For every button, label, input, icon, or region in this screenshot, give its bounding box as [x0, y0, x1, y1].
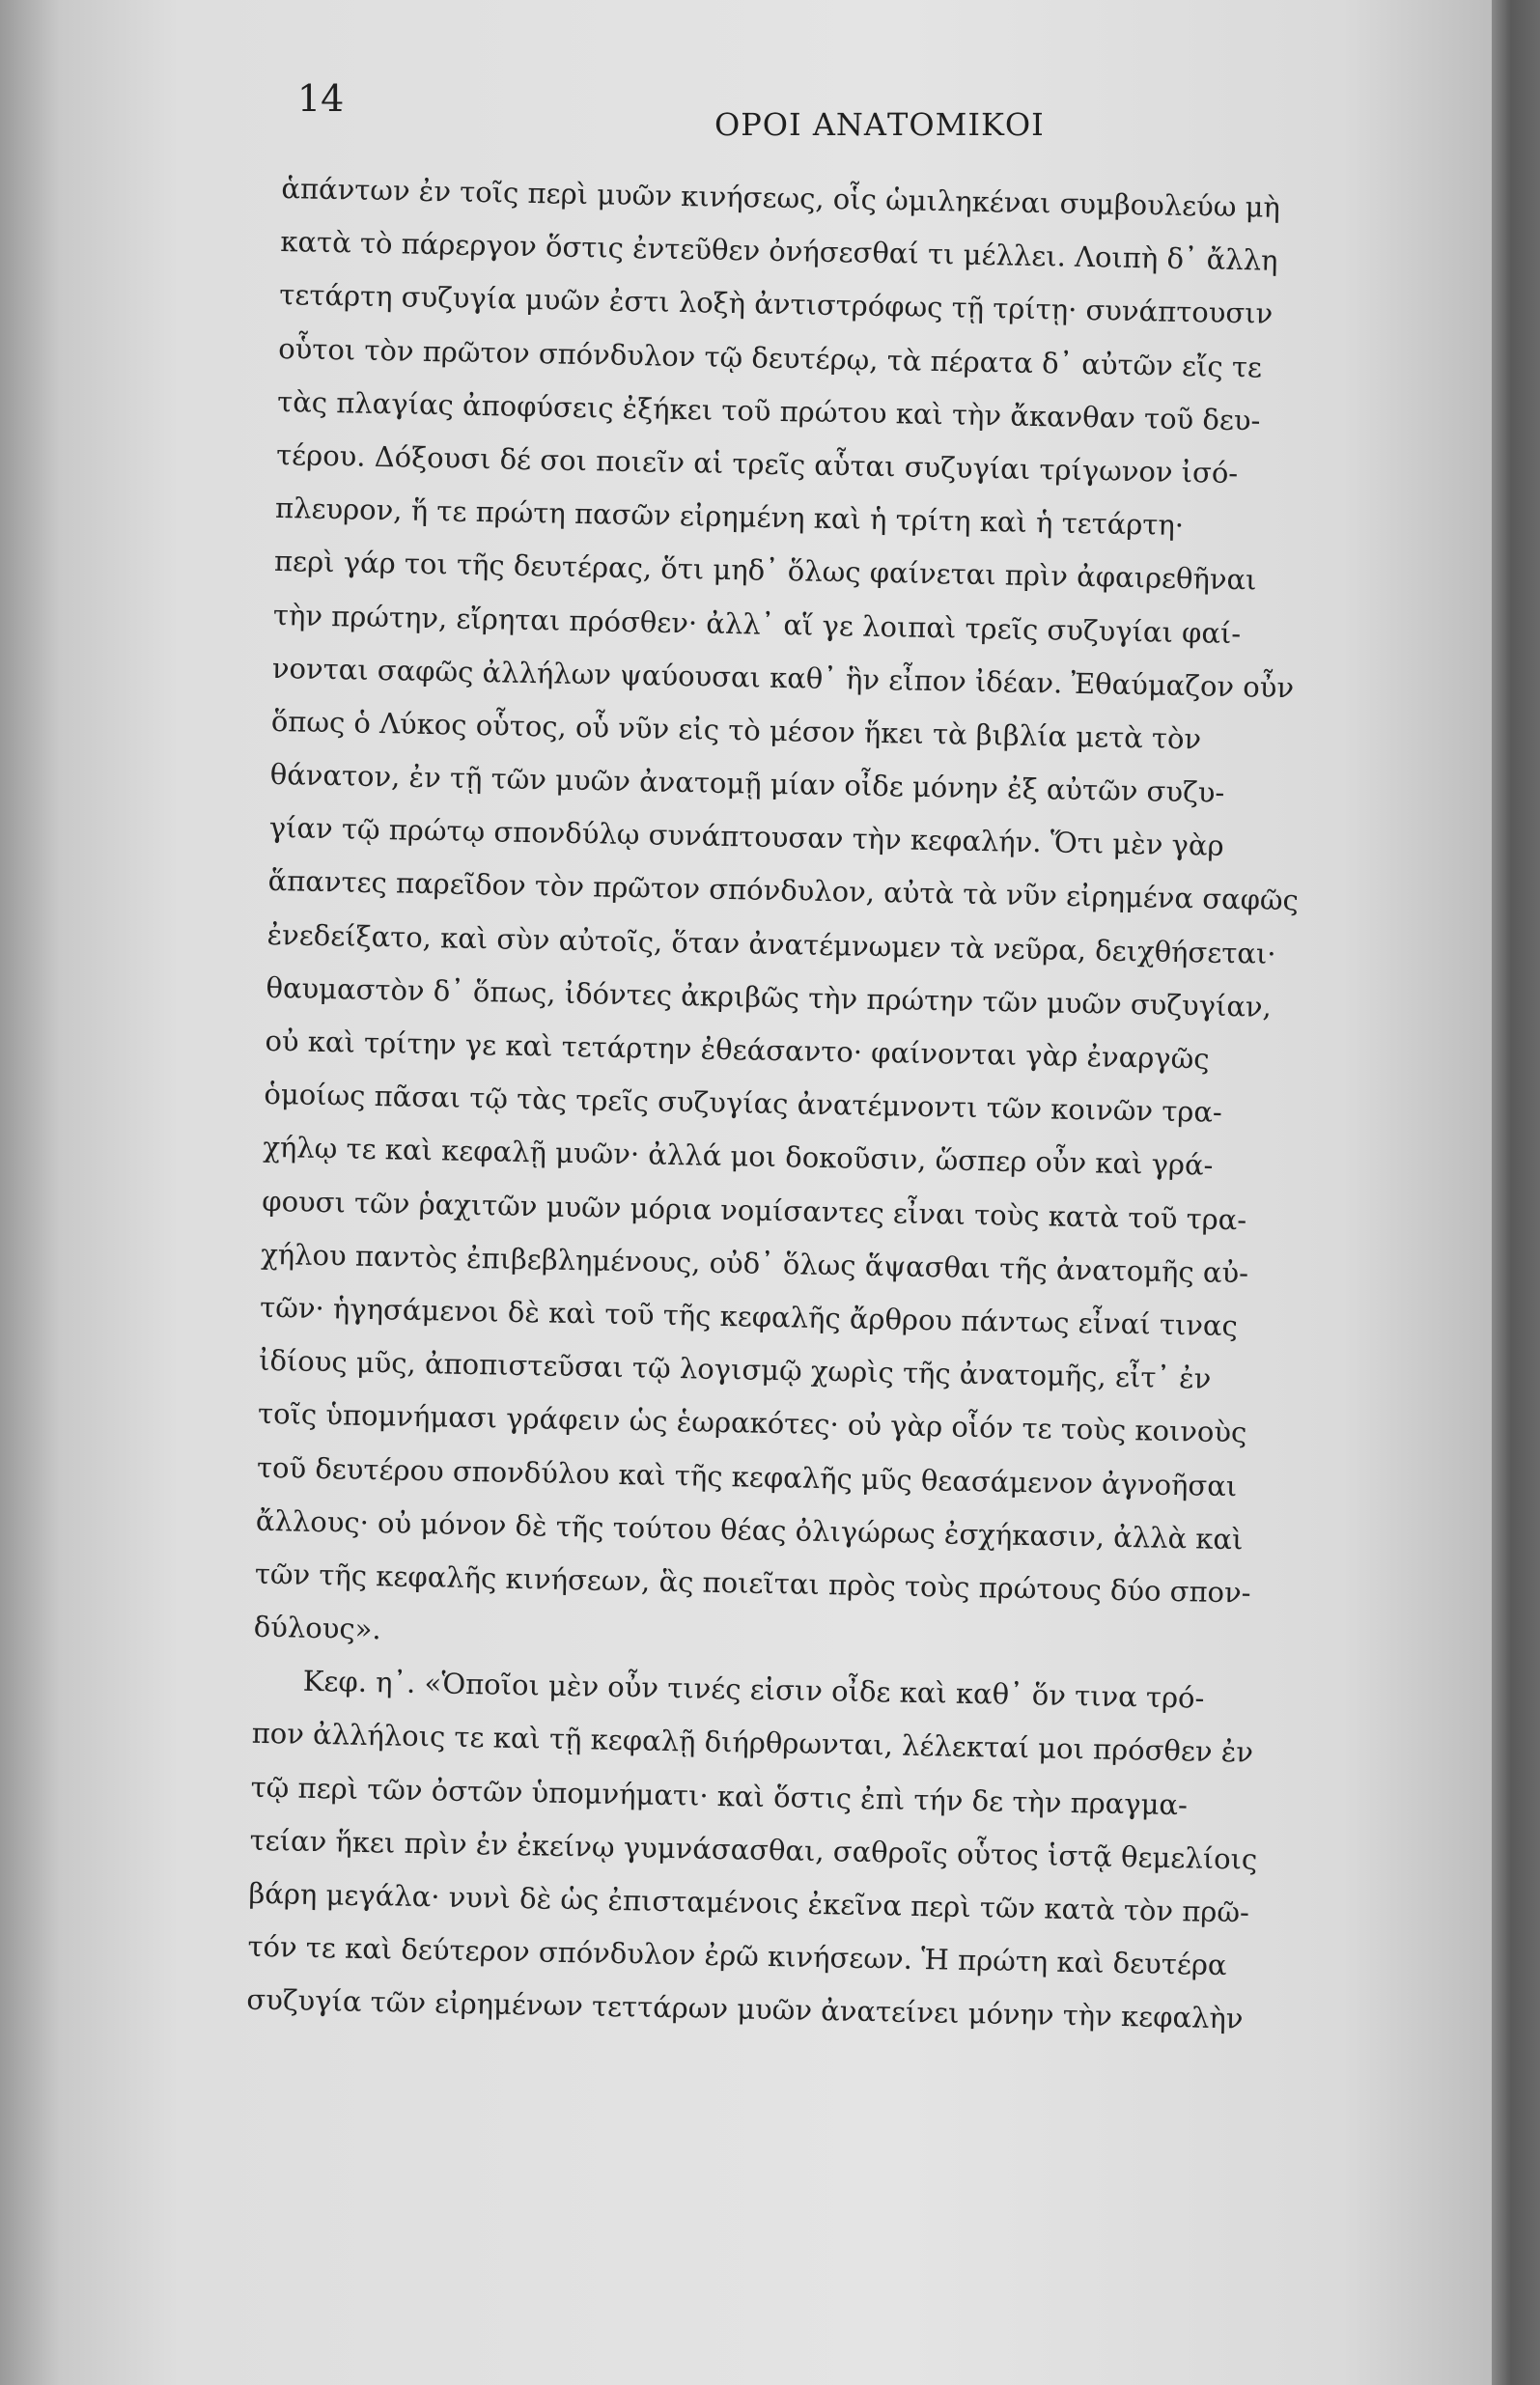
text-line: χήλῳ τε καὶ κεφαλῇ μυῶν· ἀλλά μοι δοκοῦσιν, ὥσπερ οὖν καὶ γρά-	[263, 1131, 1214, 1183]
text-line: ἁπάντων ἐν τοῖς περὶ μυῶν κινήσεως, οἷς ὡμιληκέναι συμβουλεύω μὴ	[281, 171, 1281, 224]
text-line: τετάρτη συζυγία μυῶν ἐστι λοξὴ ἀντιστρόφως τῇ τρίτῃ· συνάπτουσιν	[279, 278, 1274, 331]
text-line: θαυμαστὸν δ᾽ ὅπως, ἰδόντες ἀκριβῶς τὴν πρώτην τῶν μυῶν συζυγίαν,	[266, 970, 1273, 1024]
text-line: θάνατον, ἐν τῇ τῶν μυῶν ἀνατομῇ μίαν οἶδε μόνην ἐξ αὐτῶν συζυ-	[269, 757, 1225, 809]
text-line: τῶν τῆς κεφαλῆς κινήσεων, ἃς ποιεῖται πρὸς τοὺς πρώτους δύο σπον-	[254, 1557, 1251, 1610]
text-line: ἰδίους μῦς, ἀποπιστεῦσαι τῷ λογισμῷ χωρὶς τῆς ἀνατομῆς, εἶτ᾽ ἐν	[258, 1343, 1212, 1395]
text-line: τόν τε καὶ δεύτερον σπόνδυλον ἐρῶ κινήσεων. Ἡ πρώτη καὶ δευτέρα	[247, 1929, 1227, 1982]
text-line: περὶ γάρ τοι τῆς δευτέρας, ὅτι μηδ᾽ ὅλως φαίνεται πρὶν ἀφαιρεθῆναι	[273, 545, 1257, 597]
text-line: τοῖς ὑπομνήμασι γράφειν ὡς ἑωρακότες· οὐ γὰρ οἷόν τε τοὺς κοινοὺς	[257, 1397, 1247, 1449]
text-line: τὴν πρώτην, εἴρηται πρόσθεν· ἀλλ᾽ αἵ γε λοιπαὶ τρεῖς συζυγίαι φαί-	[272, 598, 1242, 650]
body-text	[246, 162, 1421, 2049]
page-header	[290, 68, 1448, 154]
text-line: τὰς πλαγίας ἀποφύσεις ἐξήκει τοῦ πρώτου καὶ τὴν ἄκανθαν τοῦ δευ-	[276, 384, 1261, 437]
text-line: ἅπαντες παρεῖδον τὸν πρῶτον σπόνδυλον, αὐτὰ τὰ νῦν εἰρημένα σαφῶς	[267, 864, 1300, 917]
text-line: πον ἀλλήλοις τε καὶ τῇ κεφαλῇ διήρθρωνται, λέλεκταί μοι πρόσθεν ἐν	[251, 1717, 1254, 1770]
text-line: φουσι τῶν ῥαχιτῶν μυῶν μόρια νομίσαντες εἶναι τοὺς κατὰ τοῦ τρα-	[262, 1184, 1247, 1236]
text-line: συζυγία τῶν εἰρημένων τεττάρων μυῶν ἀνατείνει μόνην τὴν κεφαλὴν	[246, 1983, 1244, 2035]
text-line: δύλους».	[253, 1610, 381, 1646]
text-line: γίαν τῷ πρώτῳ σπονδύλῳ συνάπτουσαν τὴν κεφαλήν. Ὅτι μὲν γὰρ	[268, 811, 1224, 863]
text-line: ὅπως ὁ Λύκος οὗτος, οὗ νῦν εἰς τὸ μέσον ἥκει τὰ βιβλία μετὰ τὸν	[270, 704, 1202, 756]
text-line: τῶν· ἡγησάμενοι δὲ καὶ τοῦ τῆς κεφαλῆς ἄρθρου πάντως εἶναί τινας	[259, 1290, 1239, 1343]
text-line: τῷ περὶ τῶν ὀστῶν ὑπομνήματι· καὶ ὅστις ἐπὶ τήν δε τὴν πραγμα-	[250, 1770, 1189, 1821]
text-line: χήλου παντὸς ἐπιβεβλημένους, οὐδ᾽ ὅλως ἅψασθαι τῆς ἀνατομῆς αὐ-	[260, 1237, 1249, 1290]
text-line: τείαν ἥκει πρὶν ἐν ἐκείνῳ γυμνάσασθαι, σαθροῖς οὗτος ἱστᾷ θεμελίοις	[249, 1823, 1258, 1876]
text-line: κατὰ τὸ πάρεργον ὅστις ἐντεῦθεν ὀνήσεσθαί τι μέλλει. Λοιπὴ δ᾽ ἄλλη	[280, 225, 1278, 278]
page-edge-shadow	[1492, 0, 1540, 2385]
chapter-start-line: Κεφ. η᾽. «Ὁποῖοι μὲν οὖν τινές εἰσιν οἶδε καὶ καθ᾽ ὅν τινα τρό-	[302, 1664, 1205, 1715]
text-line: ἐνεδείξατο, καὶ σὺν αὐτοῖς, ὅταν ἀνατέμνωμεν τὰ νεῦρα, δειχθήσεται·	[266, 917, 1276, 970]
text-line: πλευρον, ἥ τε πρώτη πασῶν εἰρημένη καὶ ἡ τρίτη καὶ ἡ τετάρτη·	[274, 491, 1185, 543]
text-line: οὐ καὶ τρίτην γε καὶ τετάρτην ἐθεάσαντο· φαίνονται γὰρ ἐναργῶς	[265, 1024, 1210, 1076]
text-line: νονται σαφῶς ἀλλήλων ψαύουσαι καθ᾽ ἣν εἶπον ἰδέαν. Ἐθαύμαζον οὖν	[271, 651, 1295, 704]
text-line: ὁμοίως πᾶσαι τῷ τὰς τρεῖς συζυγίας ἀνατέμνοντι τῶν κοινῶν τρα-	[264, 1078, 1223, 1130]
text-line: τοῦ δευτέρου σπονδύλου καὶ τῆς κεφαλῆς μῦς θεασάμενον ἀγνοῆσαι	[256, 1450, 1238, 1502]
page-number: 14	[297, 77, 345, 120]
text-line: τέρου. Δόξουσι δέ σοι ποιεῖν αἱ τρεῖς αὗται συζυγίαι τρίγωνον ἰσό-	[275, 437, 1239, 491]
text-line: βάρη μεγάλα· νυνὶ δὲ ὡς ἐπισταμένοις ἐκεῖνα περὶ τῶν κατὰ τὸν πρῶ-	[248, 1876, 1250, 1929]
text-line: ἄλλους· οὐ μόνον δὲ τῆς τούτου θέας ὀλιγώρως ἐσχήκασιν, ἀλλὰ καὶ	[255, 1503, 1244, 1557]
running-head: ΟΡΟΙ ΑΝΑΤΟΜΙΚΟΙ	[714, 106, 1045, 143]
text-line: οὗτοι τὸν πρῶτον σπόνδυλον τῷ δευτέρῳ, τὰ πέρατα δ᾽ αὐτῶν εἴς τε	[277, 331, 1263, 384]
